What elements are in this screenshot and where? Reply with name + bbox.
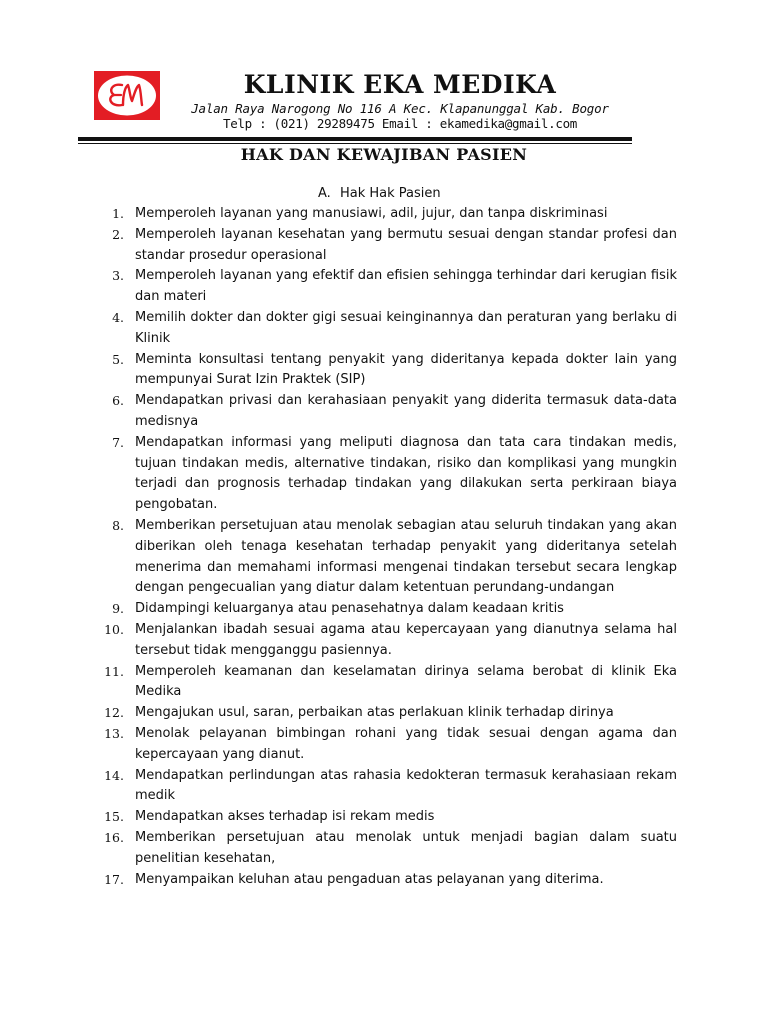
list-item-number: 3. [112, 268, 124, 284]
list-item-text: Mendapatkan akses terhadap isi rekam medis [135, 809, 435, 825]
section-heading [318, 186, 441, 201]
clinic-logo [94, 71, 160, 120]
list-item [95, 662, 677, 704]
list-item-number: 11. [104, 663, 124, 679]
list-item-number: 16. [104, 829, 124, 845]
patient-rights-list [95, 204, 677, 890]
list-item [95, 433, 677, 516]
list-item-number: 14. [104, 767, 124, 783]
section-heading-text: Hak Hak Pasien [340, 186, 441, 201]
list-item [95, 204, 677, 225]
list-item-text: Memperoleh layanan kesehatan yang bermutu sesuai dengan standar profesi dan standar prosedur operasional [135, 226, 677, 263]
list-item-text: Memperoleh layanan yang manusiawi, adil, jujur, dan tanpa diskriminasi [135, 206, 608, 221]
list-item-number: 4. [112, 309, 124, 325]
clinic-name: KLINIK EKA MEDIKA [243, 70, 557, 99]
list-item-number: 9. [112, 601, 124, 617]
list-item-number: 7. [112, 434, 124, 450]
list-item-text: Meminta konsultasi tentang penyakit yang dideritanya kepada dokter lain yang mempunyai Surat Izin Praktek (SIP) [135, 351, 677, 388]
list-item [95, 828, 677, 870]
list-item [95, 724, 677, 766]
clinic-contact: Telp : (021) 29289475 Email : ekamedika@gmail.com [222, 116, 578, 131]
list-item-number: 13. [104, 725, 124, 741]
list-item [95, 308, 677, 350]
list-item-text: Memberikan persetujuan atau menolak sebagian atau seluruh tindakan yang akan diberikan oleh tenaga kesehatan terhadap penyakit yang dideritanya setelah menerima dan memahami informasi mengenai tindakan tersebut secara lengkap dengan pengecualian yang diatur dalam ketentuan perundang-undangan [135, 517, 677, 596]
document-title: HAK DAN KEWAJIBAN PASIEN [240, 145, 528, 164]
list-item-text: Mengajukan usul, saran, perbaikan atas perlakuan klinik terhadap dirinya [135, 705, 614, 721]
list-item-text: Menyampaikan keluhan atau pengaduan atas pelayanan yang diterima. [135, 871, 604, 887]
list-item-number: 2. [112, 226, 124, 242]
header-divider-thin [78, 143, 632, 144]
list-item-number: 12. [104, 705, 124, 721]
list-item [95, 703, 677, 724]
list-item-number: 17. [104, 871, 124, 887]
list-item [95, 516, 677, 599]
list-item-text: Memberikan persetujuan atau menolak untuk menjadi bagian dalam suatu penelitian kesehatan, [135, 829, 677, 866]
list-item-text: Memperoleh keamanan dan keselamatan dirinya selama berobat di klinik Eka Medika [135, 663, 677, 700]
list-item [95, 266, 677, 308]
list-item [95, 350, 677, 392]
list-item-text: Memilih dokter dan dokter gigi sesuai keinginannya dan peraturan yang berlaku di Klinik [135, 309, 677, 346]
list-item-number: 10. [104, 621, 124, 637]
section-letter: A. [318, 186, 331, 201]
list-item [95, 870, 677, 891]
list-item [95, 620, 677, 662]
list-item [95, 807, 677, 828]
list-item-text: Mendapatkan informasi yang meliputi diagnosa dan tata cara tindakan medis, tujuan tindakan medis, alternative tindakan, risiko dan komplikasi yang mungkin terjadi dan prognosis terhadap tindakan yang dilakukan serta perkiraan biaya pengobatan. [135, 434, 677, 513]
list-item-number: 6. [112, 393, 124, 409]
list-item-text: Mendapatkan privasi dan kerahasiaan penyakit yang diderita termasuk data-data medisnya [135, 393, 677, 429]
list-item-number: 15. [104, 809, 124, 825]
list-item-number: 1. [112, 206, 124, 221]
list-item-number: 5. [112, 351, 124, 367]
list-item-text: Mendapatkan perlindungan atas rahasia kedokteran termasuk kerahasiaan rekam medik [135, 767, 677, 804]
list-item [95, 766, 677, 808]
clinic-address: Jalan Raya Narogong No 116 A Kec. Klapanunggal Kab. Bogor [191, 101, 609, 116]
list-item [95, 599, 677, 620]
list-item-text: Menolak pelayanan bimbingan rohani yang tidak sesuai dengan agama dan kepercayaan yang dianut. [135, 725, 677, 762]
list-item-text: Menjalankan ibadah sesuai agama atau kepercayaan yang dianutnya selama hal tersebut tidak mengganggu pasiennya. [135, 621, 677, 658]
list-item-text: Didampingi keluarganya atau penasehatnya dalam keadaan kritis [135, 601, 564, 617]
list-item-number: 8. [112, 517, 124, 533]
header-divider-thick [78, 137, 632, 141]
list-item-text: Memperoleh layanan yang efektif dan efisien sehingga terhindar dari kerugian fisik dan materi [135, 268, 677, 305]
list-item [95, 391, 677, 433]
list-item [95, 225, 677, 267]
